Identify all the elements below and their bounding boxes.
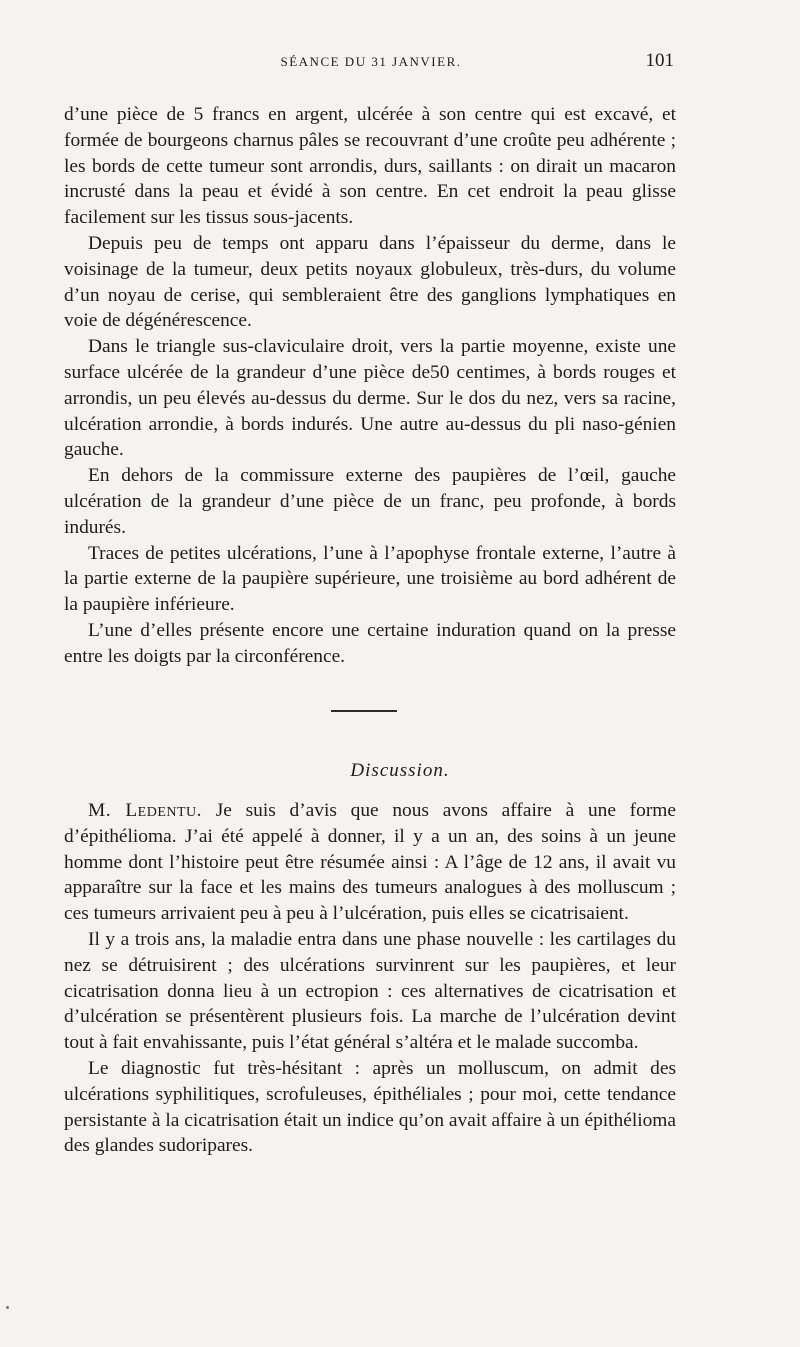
speaker-name: M. Ledentu.: [88, 800, 202, 821]
section-divider: [331, 710, 397, 712]
discussion-heading: Discussion.: [350, 760, 450, 781]
paragraph-induration: L’une d’elles présente encore une certaine induration quand on la presse entre les doigts par la circonférence.: [64, 619, 676, 667]
paragraph-ledentu-text: Je suis d’avis que nous avons affaire à une forme d’épithélioma. J’ai été appelé à donner, il y a un an, des soins à un jeune homme dont l’histoire peut être résumée ainsi : A l’âge de 12 ans, il avait vu apparaître sur la face et les mains des tumeurs analogues à des molluscum ; ces tumeurs arrivaient peu à peu à l’ulcération, puis elles se cicatrisaient.: [64, 800, 676, 925]
paragraph-nodules: Depuis peu de temps ont apparu dans l’épaisseur du derme, dans le voisinage de la tumeur, deux petits noyaux globuleux, très-durs, du volume d’un noyau de cerise, qui sembleraient être des ganglions lymphatiques en voie de dégénérescence.: [64, 232, 676, 332]
paragraph-supraclavicular: Dans le triangle sus-claviculaire droit, vers la partie moyenne, existe une surface ulcérée de la grandeur d’une pièce de50 centimes, à bords rouges et arrondis, un peu élevés au-dessus du derme. Sur le dos du nez, vers sa racine, ulcération arrondie, à bords indurés. Une autre au-dessus du pli naso-génien gauche.: [64, 336, 676, 461]
paragraph-eyelid-commissure: En dehors de la commissure externe des paupières de l’œil, gauche ulcération de la grandeur d’une pièce de un franc, peu profonde, à bords indurés.: [64, 465, 676, 538]
page-number: 101: [645, 50, 674, 71]
paragraph-ledentu-opinion: [64, 798, 676, 927]
paragraph-disease-phase: Il y a trois ans, la maladie entra dans une phase nouvelle : les cartilages du nez se détruisirent ; des ulcérations survinrent sur les paupières, et leur cicatrisation donna lieu à un ectropion : ces alternatives de cicatrisation et d’ulcération se présentèrent plusieurs fois. La marche de l’ulcération devint tout à fait envahissante, puis l’état général s’altéra et le malade succomba.: [64, 928, 676, 1054]
paragraph-diagnosis: Le diagnostic fut très-hésitant : après un molluscum, on admit des ulcérations syphilitiques, scrofuleuses, épithéliales ; pour moi, cette tendance persistante à la cicatrisation était un indice qu’on avait affaire à un épithélioma des glandes sudoripares.: [64, 1057, 676, 1157]
margin-speck: [6, 1306, 9, 1309]
discussion-text: [64, 798, 676, 1159]
running-head: [62, 50, 680, 74]
running-title: SÉANCE DU 31 JANVIER.: [280, 54, 462, 69]
paragraph-small-ulcerations: Traces de petites ulcérations, l’une à l’apophyse frontale externe, l’autre à la partie externe de la paupière supérieure, une troisième au bord adhérent de la paupière inférieure.: [64, 542, 676, 616]
paragraph-tumor-description: d’une pièce de 5 francs en argent, ulcérée à son centre qui est excavé, et formée de bourgeons charnus pâles se recouvrant d’une croûte peu adhérente ; les bords de cette tumeur sont arrondis, durs, saillants : on dirait un macaron incrusté dans la peau et évidé à son centre. En cet endroit la peau glisse facilement sur les tissus sous-jacents.: [64, 104, 676, 229]
body-text: [64, 102, 676, 670]
